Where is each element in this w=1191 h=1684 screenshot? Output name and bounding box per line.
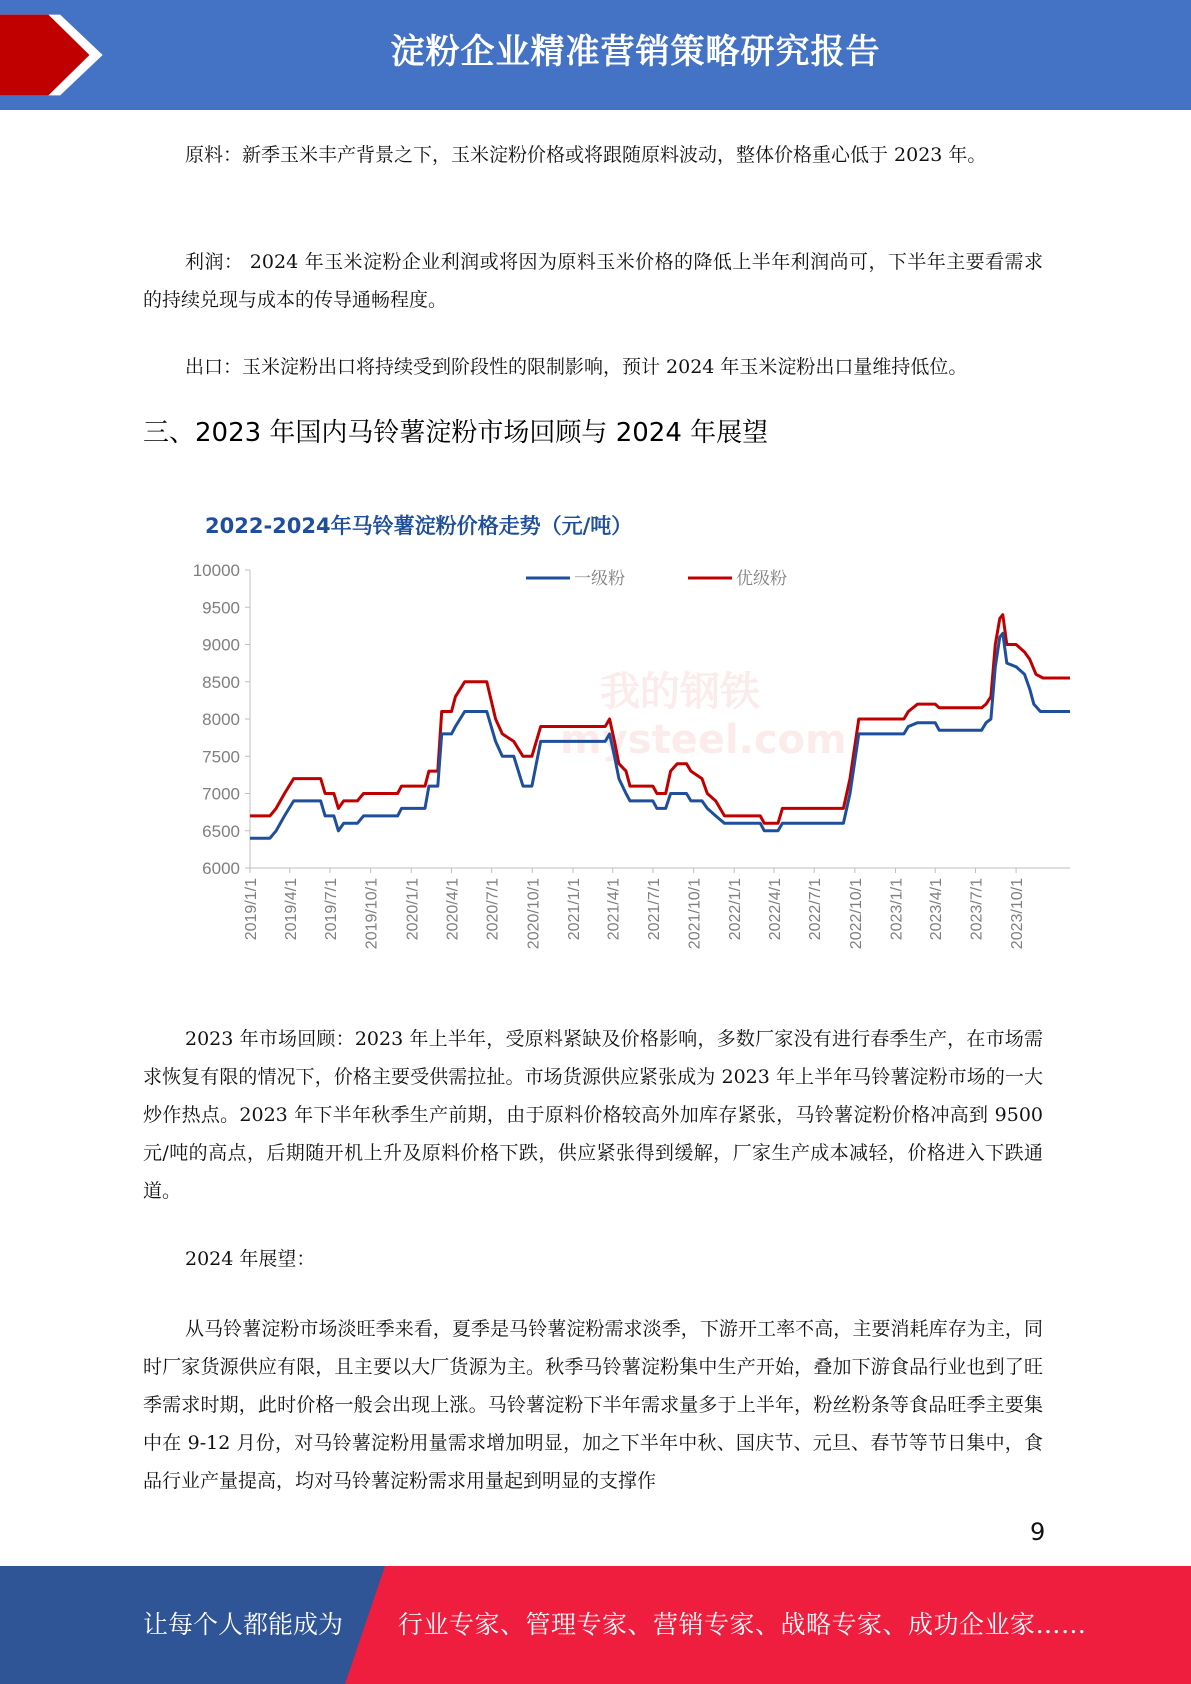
y-tick-label: 6000 <box>202 859 240 878</box>
y-tick-label: 8000 <box>202 710 240 729</box>
x-tick-label: 2022/7/1 <box>807 878 825 941</box>
paragraph-raw-material: 原料：新季玉米丰产背景之下，玉米淀粉价格或将跟随原料波动，整体价格重心低于 2023 年。 <box>185 144 987 166</box>
watermark: 我的钢铁 mysteel.com <box>560 669 847 763</box>
x-tick-label: 2020/10/1 <box>525 878 543 950</box>
paragraph-export: 出口：玉米淀粉出口将持续受到阶段性的限制影响，预计 2024 年玉米淀粉出口量维持低位。 <box>185 356 968 378</box>
legend-label: 优级粉 <box>736 569 787 589</box>
series-line-premium <box>250 615 1070 824</box>
x-tick-label: 2023/4/1 <box>928 878 946 941</box>
y-tick-label: 6500 <box>202 821 240 841</box>
paragraph-2024-outlook-heading: 2024 年展望： <box>185 1248 316 1270</box>
x-tick-label: 2022/1/1 <box>727 878 745 941</box>
paragraph-profit: 利润： 2024 年玉米淀粉企业利润或将因为原料玉米价格的降低上半年利润尚可，下半年主要看需求的持续兑现与成本的传导通畅程度。 <box>143 251 1043 311</box>
footer-slogan-right: 行业专家、管理专家、营销专家、战略专家、成功企业家…… <box>398 1610 1087 1639</box>
y-tick-label: 9500 <box>202 598 240 618</box>
y-tick-label: 7500 <box>202 747 240 767</box>
x-tick-label: 2020/7/1 <box>484 878 502 941</box>
x-tick-label: 2022/4/1 <box>766 878 784 941</box>
x-tick-label: 2021/10/1 <box>686 878 704 950</box>
x-tick-label: 2022/10/1 <box>847 878 865 950</box>
page-number: 9 <box>1030 1518 1046 1546</box>
page-footer <box>0 1566 1191 1684</box>
x-tick-label: 2023/1/1 <box>888 878 906 941</box>
x-tick-label: 2021/4/1 <box>605 878 623 941</box>
x-tick-label: 2019/4/1 <box>282 878 300 941</box>
y-tick-label: 10000 <box>192 561 240 580</box>
x-tick-label: 2023/10/1 <box>1009 878 1027 950</box>
price-trend-chart <box>160 540 1080 980</box>
page-header <box>0 0 1191 110</box>
x-tick-label: 2020/4/1 <box>444 878 462 941</box>
x-tick-label: 2019/7/1 <box>322 878 340 941</box>
header-title: 淀粉企业精准营销策略研究报告 <box>390 32 881 72</box>
x-tick-label: 2021/1/1 <box>565 878 583 941</box>
x-tick-label: 2020/1/1 <box>404 878 422 941</box>
section-heading: 三、2023 年国内马铃薯淀粉市场回顾与 2024 年展望 <box>143 418 769 448</box>
footer-slogan-left: 让每个人都能成为 <box>143 1610 344 1639</box>
x-tick-label: 2019/10/1 <box>363 878 381 950</box>
x-tick-label: 2019/1/1 <box>243 878 260 941</box>
chart-title: 2022-2024年马铃薯淀粉价格走势（元/吨） <box>205 514 633 538</box>
y-tick-label: 8500 <box>202 672 240 692</box>
y-tick-label: 9000 <box>202 635 240 655</box>
y-tick-label: 7000 <box>202 784 240 804</box>
x-tick-label: 2023/7/1 <box>968 878 986 941</box>
series-line-first-grade <box>250 633 1070 838</box>
legend-label: 一级粉 <box>574 569 625 589</box>
x-tick-label: 2021/7/1 <box>645 878 663 941</box>
paragraph-2023-review: 2023 年市场回顾：2023 年上半年，受原料紧缺及价格影响，多数厂家没有进行春季生产，在市场需求恢复有限的情况下，价格主要受供需拉扯。市场货源供应紧张成为 2023 年上半年马铃薯淀粉市场的一大炒作热点。2023 年下半年秋季生产前期，由于原料价格较高外加库存紧张，马铃薯淀粉价格冲高到 9500 元/吨的高点，后期随开机上升及原料价格下跌，供应紧张得到缓解，厂家生产成本减轻，价格进入下跌通道。 <box>143 1028 1043 1202</box>
paragraph-2024-outlook: 从马铃薯淀粉市场淡旺季来看，夏季是马铃薯淀粉需求淡季，下游开工率不高，主要消耗库存为主，同时厂家货源供应有限，且主要以大厂货源为主。秋季马铃薯淀粉集中生产开始，叠加下游食品行业也到了旺季需求时期，此时价格一般会出现上涨。马铃薯淀粉下半年需求量多于上半年，粉丝粉条等食品旺季主要集中在 9-12 月份，对马铃薯淀粉用量需求增加明显，加之下半年中秋、国庆节、元旦、春节等节日集中，食品行业产量提高，均对马铃薯淀粉需求用量起到明显的支撑作 <box>143 1318 1043 1492</box>
